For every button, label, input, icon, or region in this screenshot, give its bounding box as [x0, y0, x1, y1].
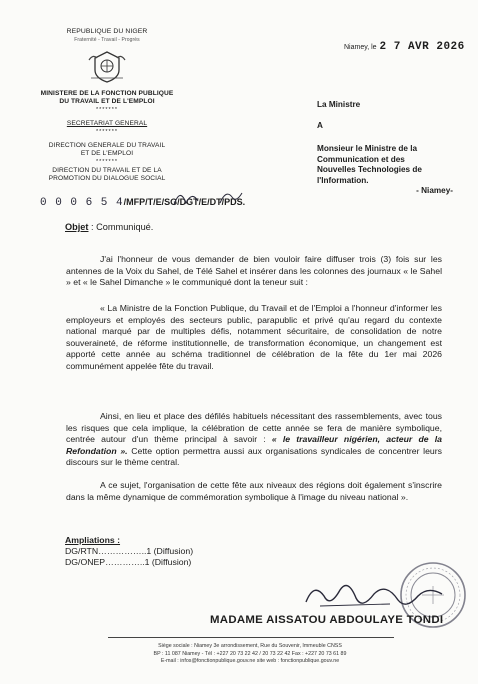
directorate-line2: ET DE L'EMPLOI: [80, 150, 134, 157]
subject-value: : Communiqué.: [88, 222, 154, 232]
to-label: A: [317, 120, 323, 130]
directorate-line1: DIRECTION GENERALE DU TRAVAIL: [48, 142, 166, 149]
date-stamp: 2 7 AVR 2026: [379, 41, 465, 53]
separator-stars: *******: [96, 107, 118, 113]
footer-web: E-mail : infos@fonctionpublique.gouv.ne site web : fonctionpublique.gouv.ne: [160, 658, 340, 664]
sender-title: La Ministre: [317, 100, 361, 109]
reference-suffix: /MFP/T/E/SG/DGT/E/DT/PDS.: [123, 197, 246, 207]
paragraph-text: A ce sujet, l'organisation de cette fête aux niveaux des régions doit également s'inscrire dans la même dynamique de commémoration symbolique à l'image du niveau national ».: [66, 480, 442, 502]
theme-text: « le travailleur nigérien, acteur de la Refondation ».: [66, 434, 442, 456]
reference-stamp: 0 0 0 6 5 4: [40, 197, 124, 209]
recipient-line3: Nouvelles Technologies de: [317, 165, 422, 174]
footer: [100, 643, 400, 666]
ampliations-title: Ampliations :: [65, 535, 121, 545]
paragraph-text: « La Ministre de la Fonction Publique, du Travail et de l'Emploi a l'honneur d'informer les employeurs et employés des secteurs public, parapublic et privé qu'au regard du contexte national marqué par de multiples défis, notamment sécuritaire, de consolidation de notre souveraineté, de réforme institutionnelle, de transformation économique, un changement est apporté cette année au schéma traditionnel de célébration de la fête du 1er mai 2026 communément appelée fête du travail.: [66, 303, 442, 371]
coat-of-arms-icon: [87, 48, 127, 84]
footer-contact: BP : 11 087 Niamey - Tél : +227 20 73 22 42 / 20 73 22 42 Fax : +227 20 73 61 89: [153, 650, 347, 657]
subject-label: Objet: [65, 222, 89, 232]
paragraph-part: Ainsi, en lieu et place des défilés habituels nécessitant des rassemblements, avec tous les risques que cela implique, la célébration de cette année se fera de manière symbolique, centrée autour d'un thème principal à savoir :: [66, 411, 442, 445]
paragraph-part: Cette option permettra aussi aux organisations syndicales de concentrer leurs discours sur le thème central.: [66, 445, 442, 468]
initials-mark-icon: [170, 185, 250, 209]
recipient-city: - Niamey-: [416, 186, 453, 195]
footer-address: Siège sociale : Niamey 3e arrondissement, Rue du Souvenir, Immeuble CNSS: [158, 643, 342, 649]
date-place: Niamey, le: [344, 44, 377, 51]
date-line: [344, 41, 465, 53]
recipient-line2: Communication et des: [317, 154, 405, 164]
ampliation-item: DG/ONEP…………..1 (Diffusion): [65, 557, 192, 567]
footer-divider: [108, 637, 394, 638]
body-paragraph-4: [66, 480, 442, 503]
separator-stars: *******: [96, 129, 118, 135]
paragraph-text: [66, 411, 442, 469]
ampliations: [65, 535, 193, 568]
direction-line1: DIRECTION DU TRAVAIL ET DE LA: [52, 167, 162, 174]
national-motto: Fraternité - Travail - Progrès: [74, 37, 140, 43]
body-paragraph-3: [66, 411, 442, 469]
separator-stars: *******: [96, 159, 118, 165]
signatory-name: MADAME AISSATOU ABDOULAYE TONDI: [210, 614, 444, 626]
recipient-line4: l'Information.: [317, 175, 369, 185]
secretariat: SECRETARIAT GENERAL: [66, 120, 148, 127]
subject-line: [65, 222, 153, 232]
ampliation-item: DG/RTN……………..1 (Diffusion): [65, 546, 194, 556]
signature-icon: [300, 576, 450, 616]
letterhead: [14, 28, 200, 183]
republic-name: REPUBLIQUE DU NIGER: [66, 28, 148, 35]
recipient-block: [317, 100, 467, 197]
recipient-line1: Monsieur le Ministre de la: [317, 144, 418, 153]
direction-line2: PROMOTION DU DIALOGUE SOCIAL: [48, 175, 166, 182]
ministry-line2: DU TRAVAIL ET DE L'EMPLOI: [59, 98, 155, 105]
paragraph-text: J'ai l'honneur de vous demander de bien vouloir faire diffuser trois (3) fois sur les antennes de la Voix du Sahel, de Télé Sahel et insérer dans les colonnes des journaux « le Sahel » et « le Sahel Dimanche » le communiqué dont la teneur suit :: [66, 254, 442, 288]
body-paragraph-1: [66, 254, 442, 289]
ministry-line1: MINISTERE DE LA FONCTION PUBLIQUE: [40, 90, 174, 97]
body-paragraph-2: [66, 303, 442, 373]
